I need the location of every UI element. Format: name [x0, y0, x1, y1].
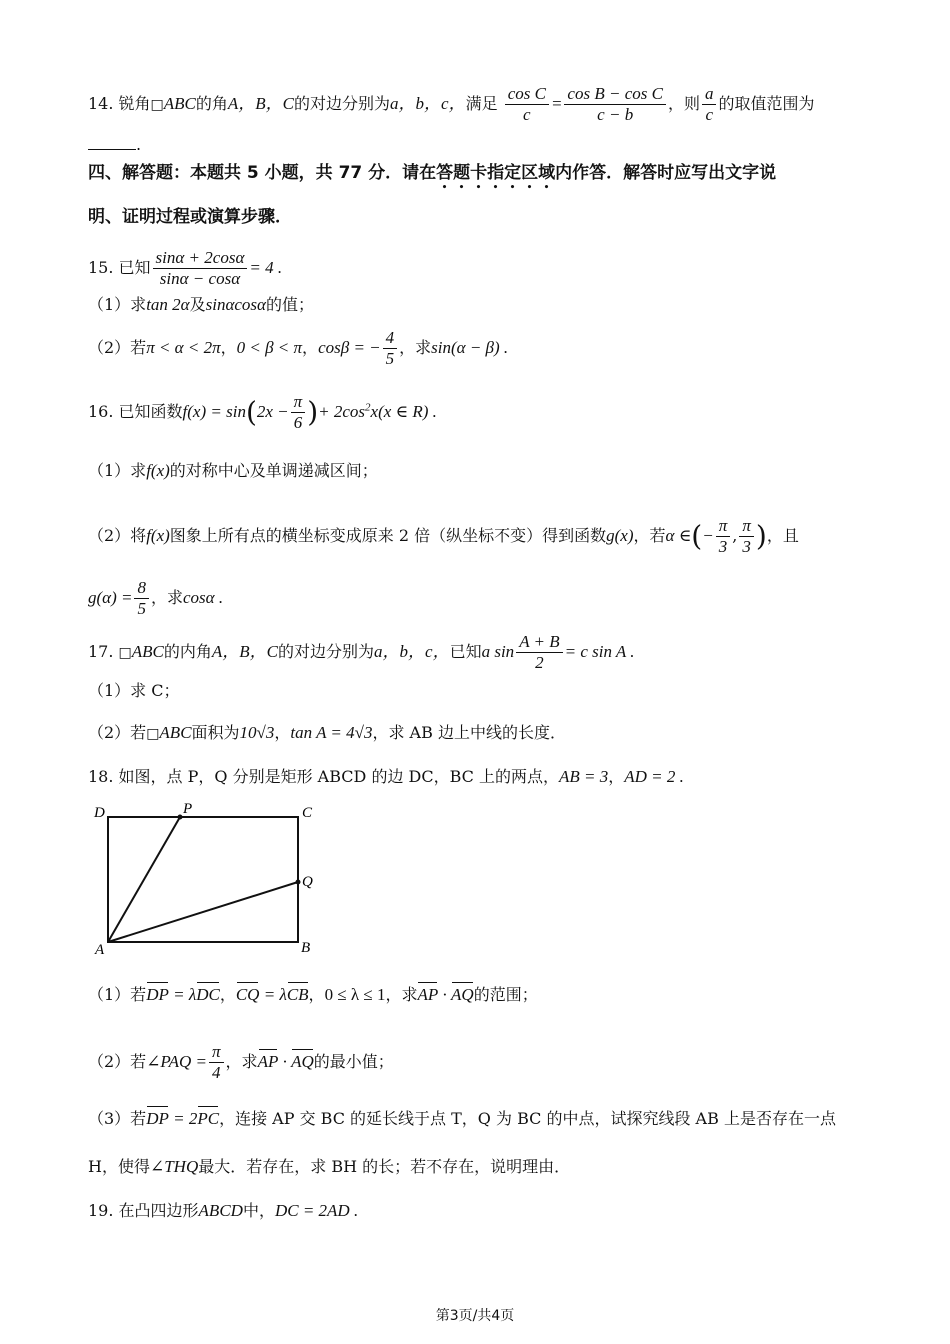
answer-blank: . — [88, 134, 890, 156]
triangle-icon: □ — [118, 645, 132, 661]
question-17-part-2: （2）若□ABC面积为10√3，tan A = 4√3，求 AB 边上中线的长度． — [88, 723, 566, 742]
rectangle-abcd — [108, 817, 298, 942]
rectangle-figure — [88, 800, 328, 960]
fraction: $\frac{\text{cos C}}{c}$ — [505, 84, 549, 125]
label-c: C — [302, 805, 313, 821]
triangle-icon: □ — [146, 726, 160, 742]
label-q: Q — [302, 874, 313, 890]
page-footer: 第3页/共4页 — [435, 1308, 515, 1324]
question-15-part-1: （1）求tan 2α及sinαcosα的值； — [88, 295, 314, 314]
fraction: $\frac{\pi}{4}$ — [209, 1042, 224, 1083]
question-16-part-1: （1）求f(x)的对称中心及单调递减区间； — [88, 461, 378, 480]
question-16: 16. 已知函数f(x) = sin(2x − $\frac{\pi}{6}$ )+ $2\cos^2x(x$ ∈ R) . — [88, 392, 437, 432]
label-b: B — [301, 940, 311, 956]
question-18-part-1: （1）若DP = λDC，CQ = λCB，0 ≤ λ ≤ 1，求AP · AQ的范围； — [88, 985, 538, 1004]
question-16-part-2-cont: g(α) = $\frac{8}{5}$ ，求cosα . — [88, 578, 224, 618]
question-19: 19. 在凸四边形ABCD中，DC = 2AD . — [88, 1201, 359, 1220]
triangle-icon: □ — [150, 97, 164, 113]
question-18: 18. 如图，点 P，Q 分别是矩形 ABCD 的边 DC，BC 上的两点，AB = 3，AD = 2 . — [88, 767, 684, 786]
fraction: $\frac{8}{5}$ — [134, 578, 149, 619]
question-18-part-3: （3）若DP = 2PC，连接 AP 交 BC 的延长线于点 T，Q 为 BC 的中点，试探究线段 AB 上是否存在一点 — [88, 1109, 836, 1128]
question-17: 17. □ABC的内角A，B，C的对边分别为a，b，c，已知a sin $\frac{A + B}{2}$ = c sin A . — [88, 632, 635, 672]
fraction: $\frac{\sin\alpha + 2\cos\alpha}{\sin\alpha - \cos\alpha}$ — [153, 248, 248, 289]
question-17-part-1: （1）求 C； — [88, 681, 180, 700]
fraction: $\frac{\pi}{3}$ — [739, 516, 754, 557]
fraction: $\frac{\text{cos B − cos C}}{c - b}$ — [564, 84, 666, 125]
question-15: 15. 已知 $\frac{\sin\alpha + 2\cos\alpha}{\sin\alpha - \cos\alpha}$ = 4 . — [88, 248, 283, 288]
point-q — [296, 880, 301, 885]
question-14: 14. 锐角□ABC的角A，B，C的对边分别为a，b，c，满足 $\frac{\text{cos C}}{c}$ = $\frac{\text{cos B − cos C}}{c - b}$ ，则 $\frac{a}{c}$ 的取值范围为 — [88, 84, 815, 124]
question-18-part-3-cont: H，使得∠THQ最大．若存在，求 BH 的长；若不存在，说明理由． — [88, 1157, 571, 1176]
label-a: A — [95, 942, 105, 958]
question-18-part-2: （2）若∠PAQ = $\frac{\pi}{4}$ ，求AP · AQ的最小值； — [88, 1042, 394, 1082]
fraction: $\frac{\pi}{6}$ — [291, 392, 306, 433]
label-d: D — [94, 805, 105, 821]
point-p — [178, 815, 183, 820]
label-p: P — [183, 801, 193, 817]
section-heading: 四、解答题：本题共 5 小题，共 77 分．请在答题卡指定区域内作答．解答时应写出文字说 — [88, 163, 777, 183]
question-16-part-2: （2）将f(x)图象上所有点的横坐标变成原来 2 倍（纵坐标不变）得到函数g(x)，若α ∈(− $\frac{\pi}{3}$ , $\frac{\pi}{3}$ )，且 — [88, 516, 799, 556]
fraction: $\frac{\pi}{3}$ — [716, 516, 731, 557]
fraction: $\frac{4}{5}$ — [383, 328, 398, 369]
question-15-part-2: （2）若π < α < 2π，0 < β < π，cosβ = − $\frac{4}{5}$ ，求sin(α − β) . — [88, 328, 509, 368]
fraction: $\frac{A + B}{2}$ — [516, 632, 562, 673]
section-heading-cont: 明、证明过程或演算步骤． — [88, 207, 292, 227]
fraction: $\frac{a}{c}$ — [702, 84, 717, 125]
